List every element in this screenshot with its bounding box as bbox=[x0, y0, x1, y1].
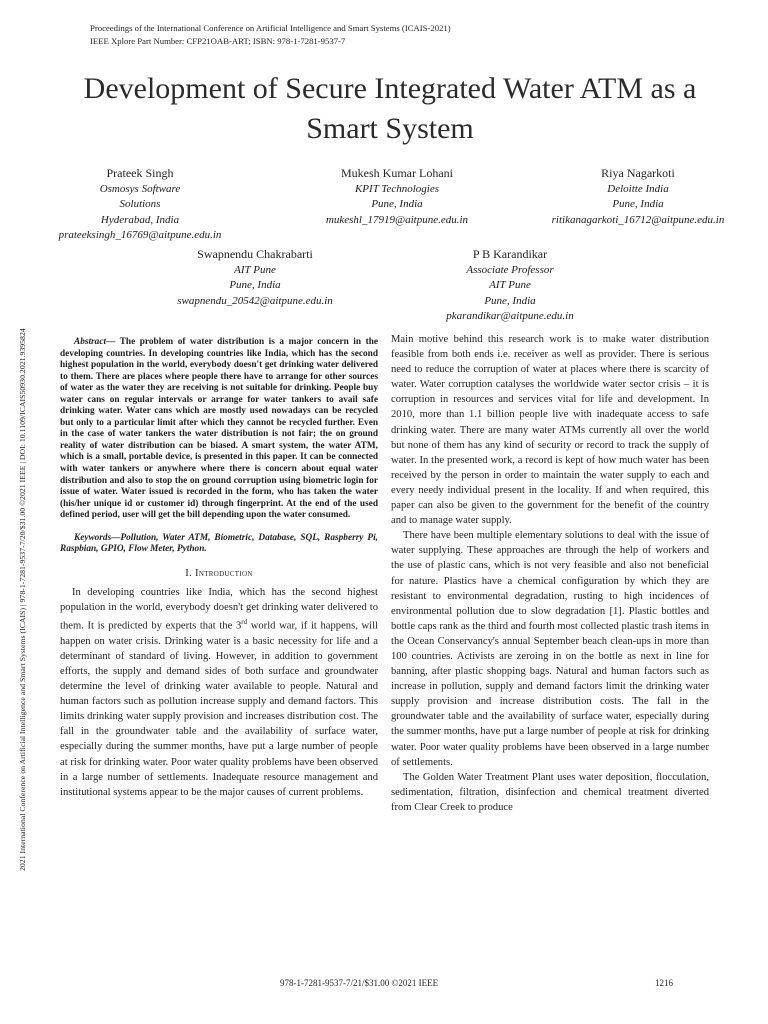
section-numeral: I. bbox=[185, 567, 196, 579]
author-affiliation: Pune, India bbox=[371, 198, 423, 210]
intro-superscript: rd bbox=[241, 618, 248, 627]
proceedings-header bbox=[90, 22, 451, 48]
author-block-1 bbox=[40, 166, 240, 244]
author-affiliation: AIT Pune bbox=[234, 263, 276, 276]
author-affiliation: Solutions bbox=[119, 198, 161, 210]
doi-sidebar: 2021 International Conference on Artificial Intelligence and Smart Systems (ICAIS) | 978-1-7281-9537-7/20/$31.00 ©2021 IEEE | DOI: 10.1109/ICAIS50930.2021.9395824 bbox=[18, 328, 27, 871]
author-affiliation: Pune, India bbox=[229, 279, 281, 291]
keywords: Keywords—Pollution, Water ATM, Biometric, Database, SQL, Raspberry Pi, Raspbian, GPIO, Flow Meter, Python. bbox=[60, 532, 378, 555]
author-email[interactable]: pkarandikar@aitpune.edu.in bbox=[446, 310, 574, 322]
author-affiliation: Hyderabad, India bbox=[100, 213, 180, 226]
author-name: Swapnendu Chakrabarti bbox=[197, 247, 313, 261]
author-email[interactable]: swapnendu_20542@aitpune.edu.in bbox=[177, 294, 333, 307]
author-email[interactable]: prateeksingh_16769@aitpune.edu.in bbox=[58, 229, 222, 241]
author-affiliation: Osmosys Software bbox=[99, 182, 181, 195]
title-line-2: Smart System bbox=[306, 112, 474, 145]
author-affiliation: Pune, India bbox=[484, 294, 536, 307]
xplore-line: IEEE Xplore Part Number: CFP21OAB-ART; ISBN: 978-1-7281-9537-7 bbox=[90, 36, 346, 46]
body-paragraph-3: The Golden Water Treatment Plant uses water deposition, flocculation, sedimentation, filtration, disinfection and chemical treatment diverted from Clear Creek to produce bbox=[391, 771, 709, 813]
author-name: Mukesh Kumar Lohani bbox=[341, 166, 453, 180]
author-block-4 bbox=[150, 247, 360, 309]
abstract-text: The problem of water distribution is a major concern in the developing countries. In developing countries like India, which has the second highest population in the world, everybody doesn't get drinking water delivered to them. There are places where people there have to arrange for other sources of water as the water they are receiving is not suitable for drinking. People buy water cans on regular intervals or arrange for water tankers to avail safe drinking water. Water cans which are mostly used nowadays can be recycled but only to a particular limit after which they cannot be recycled further. Even in the case of water tankers the water distribution is not fair; the on ground reality of water distribution can be biased. A smart system, the water ATM, which is a small, portable device, is presented in this paper. It can be connected with water tankers or anywhere where there is concern about equal water distribution and also to stop the on ground corruption using biometric login for issue of water. Water issued is recorded in the form, who has taken the water (his/her unique id or customer id) through fingerprint. At the end of the used defined period, user will get the bill depending upon the water consumed. bbox=[60, 337, 378, 521]
right-column bbox=[391, 332, 709, 815]
author-block-2 bbox=[282, 166, 512, 228]
author-email[interactable]: mukeshl_17919@aitpune.edu.in bbox=[325, 213, 469, 226]
author-email[interactable]: ritikanagarkoti_16712@aitpune.edu.in bbox=[551, 213, 725, 226]
author-block-3 bbox=[528, 166, 748, 228]
footer-copyright: 978-1-7281-9537-7/21/$31.00 ©2021 IEEE bbox=[280, 978, 439, 988]
left-column bbox=[60, 337, 378, 800]
title-line-1: Development of Secure Integrated Water ATM as a bbox=[83, 72, 697, 105]
author-affiliation: Associate Professor bbox=[466, 263, 554, 276]
paper-title bbox=[40, 69, 740, 149]
section-title: Introduction bbox=[195, 567, 253, 579]
author-name: P B Karandikar bbox=[472, 247, 548, 261]
author-name: Prateek Singh bbox=[106, 166, 174, 180]
page-number: 1216 bbox=[655, 978, 673, 988]
body-paragraph-1: Main motive behind this research work is to make water distribution feasible from both ends i.e. receiver as well as provider. There is serious need to reduce the corruption of water at places where there is scarcity of water. Water corruption catalyses the worldwide water sector crisis – it is corruption in resources and services vital for life and development. In 2010, more than 1.1 billion people live with inadequate access to safe drinking water. There are many water ATMs currently all over the world but none of them has any kind of security or record to track the supply of water. In the presented work, a record is kept of how much water has been received by the person in order to maintain the water supply to each and every needy individual present in the locality. If and when required, this paper can also be given to the government for the benefit of the country and to manage water supply. bbox=[391, 334, 709, 527]
author-block-5 bbox=[410, 247, 610, 325]
proceedings-line: Proceedings of the International Conference on Artificial Intelligence and Smart Systems (ICAIS-2021) bbox=[90, 23, 451, 33]
section-heading-introduction bbox=[60, 566, 378, 581]
intro-text-b: world war, if it happens, will happen on water crisis. Drinking water is a basic necessity for life and a determinant of standard of living. However, in addition to government efforts, the supply and demand sides of both surface and groundwater determine the level of drinking water available to people. Natural and human factors such as pollution increase supply and demand factors. This limits drinking water supply provision and increases distribution cost. The fall in the groundwater table and the availability of surface water, especially during the summer months, have put a large number of people at risk for drinking water. Poor water quality problems have been observed in a large number of settlements. Inadequate resource management and institutional systems appear to be the major causes of current problems. bbox=[60, 620, 378, 798]
author-name: Riya Nagarkoti bbox=[601, 166, 675, 180]
author-affiliation: AIT Pune bbox=[489, 279, 531, 291]
intro-paragraph bbox=[60, 585, 378, 800]
author-affiliation: Pune, India bbox=[612, 198, 664, 210]
author-affiliation: Deloitte India bbox=[607, 182, 669, 195]
author-affiliation: KPIT Technologies bbox=[354, 182, 440, 195]
abstract-label: Abstract— bbox=[74, 337, 116, 347]
body-paragraph-2: There have been multiple elementary solutions to deal with the issue of water supplying. These approaches are through the help of workers and the use of plastic cans, which is not very feasible and also not beneficial for nature. Plastics have a chemical configuration by which they are resistant to environmental degradation, rusting to high incidences of environmental pollution due to slow degradation [1]. Plastic bottles and bottle caps rank as the third and fourth most collected plastic trash items in the Ocean Conservancy's annual September beach clean-ups in more than 100 countries. Activists are zeroing in on the bottle as next in line for banning, after plastic shopping bags. Natural and human factors such as increase in pollution, supply and demand factors limit the drinking water supply provision and increase distribution costs. The fall in the groundwater table and the availability of surface water, especially during the summer months, have put a large number of people at risk for drinking water. Poor water quality problems have been observed in a large number of settlements. bbox=[391, 530, 709, 768]
abstract bbox=[60, 337, 378, 522]
intro-text-a: In developing countries like India, which has the second highest population in the world, everybody doesn't get drinking water delivered to them. It is predicted by experts that the 3 bbox=[60, 586, 378, 632]
